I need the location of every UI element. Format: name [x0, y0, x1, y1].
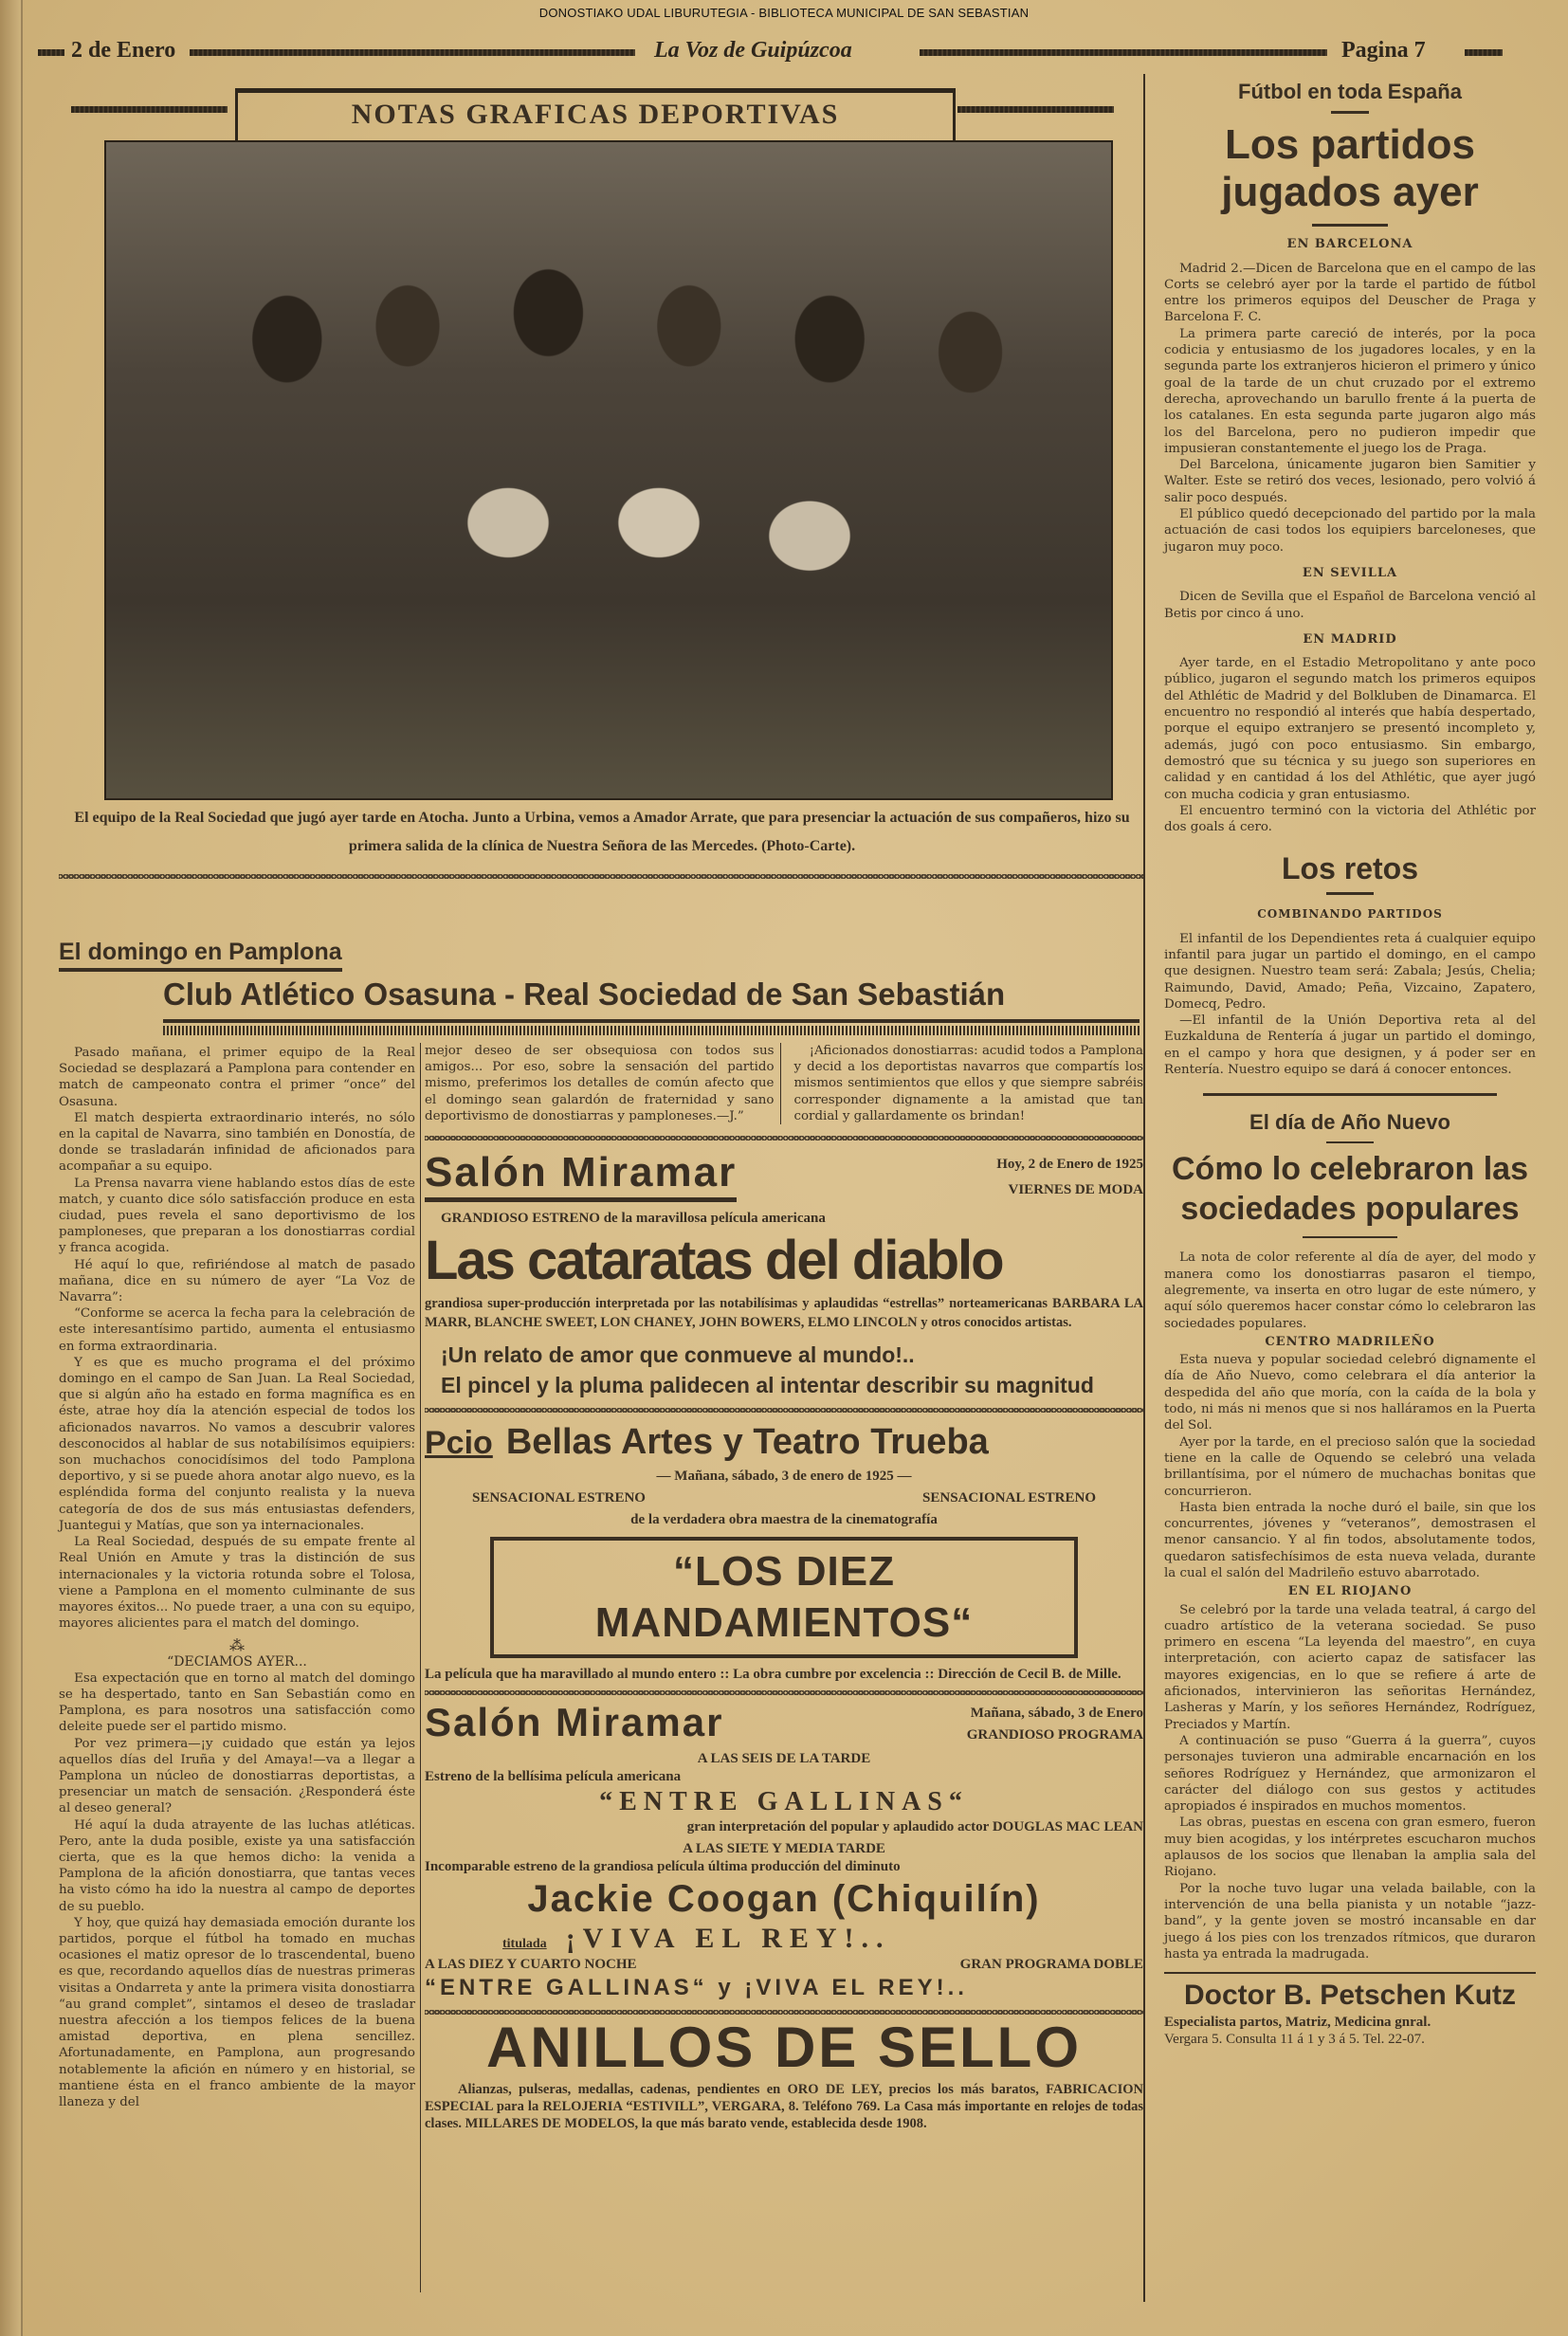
column-rule [1143, 74, 1145, 2302]
subhead: EN MADRID [1303, 631, 1397, 647]
cinema-name: Salón Miramar [425, 1148, 737, 1202]
paragraph: La primera parte careció de interés, por la poca codicia y entusiasmo de los jugadores locales, y en la segunda parte los extranjeros hicieron el primero y único goal de la tarde de un chut cruzado por el extremo derecha, aprovechando un barullo frente á la puerta de los catalanes. En esta segunda parte jugaron algo más los del Barcelona, pero no pudieron impedir que impusieran constantemente el juego los de Praga. [1164, 326, 1536, 456]
showtime: A LAS DIEZ Y CUARTO NOCHE [425, 1957, 637, 1973]
cinema-name: Salón Miramar [425, 1700, 724, 1745]
ad-tag: VIERNES DE MODA [1008, 1182, 1143, 1198]
cinema-header [425, 1699, 1143, 1746]
doctor-ad-line: Vergara 5. Consulta 11 á 1 y 3 á 5. Tel. 22-07. [1164, 2032, 1425, 2048]
article-column-1 [59, 1045, 415, 2110]
paragraph: mejor deseo de ser obsequiosa con todos sus amigos... Por eso, sobre la sensación del partido mismo, preferimos los detalles de común afecto que el domingo sean galardón de fraternidad y sano deportivismo de donostiarras y pamploneses.—J.” [425, 1044, 775, 1123]
theatre-prefix: Pcio [425, 1425, 493, 1462]
paragraph: Esa expectación que en torno al match del domingo se ha despertado, tanto en San Sebastián como en Pamplona, es para nosotros una satisfacción como deleite puede ser el partido mismo. [59, 1670, 415, 1735]
double-bill: “ENTRE GALLINAS“ y ¡VIVA EL REY!.. [425, 1975, 968, 2001]
paragraph: Ayer tarde, en el Estadio Metropolitano y ante poco público, jugaron el segundo match los primeros equipos del Athlétic de Madrid y del Bolkluben de Dinamarca. El encuentro no respondió al interés que había despertado, porque el equipo extranjero se presentó incompleto y, además, jugó con poco entusiasmo. Sin embargo, demostró que su técnica y su juego son superiores en calidad y en cantidad á los del Athlétic, que ayer jugó con mucha codicia y gran entusiasmo. [1164, 656, 1536, 802]
headline-rule-hatched [163, 1026, 1140, 1035]
paragraph: Hasta bien entrada la noche duró el baile, sin que los concurrentes, jóvenes y “veteranos”, demostrasen el menor cansancio. Y al fin todos, absolutamente todos, quedaron satisfechísimos de esta nueva velada, durante la cual el salón del Madrileño estuvo abarrotado. [1164, 1500, 1536, 1580]
ad-intro: GRANDIOSO ESTRENO de la maravillosa película americana [441, 1211, 826, 1227]
film-title-wrap [425, 1537, 1143, 1658]
ad-date: Hoy, 2 de Enero de 1925 [996, 1157, 1143, 1173]
paragraph: El encuentro terminó con la victoria del Athlétic por dos goals á cero. [1164, 803, 1536, 835]
subhead: EN BARCELONA [1286, 237, 1413, 252]
paragraph: Del Barcelona, únicamente jugaron bien Samitier y Walter. Este se retiró dos veces, lesionado, pero volvió á salir poco después. [1164, 458, 1536, 505]
wavy-divider [425, 1136, 1143, 1141]
headline-rule [163, 1019, 1140, 1023]
cinema-info [967, 1699, 1143, 1744]
film-title: ¡VIVA EL REY!.. [565, 1923, 891, 1955]
paragraph: Se celebró por la tarde una velada teatral, á cargo del cuadro artístico de la veterana sociedad. Se puso primero en escena “La leyenda del maestro”, en cuya interpretación, con acierto capaz de satisfacer las mayores exigencias, en lo que se refiere á arte de aficionados, intervinieron las señoritas Hernández, Lasheras y Marín, y los señores Hernández, Rodríguez, Preciados y Martín. [1164, 1602, 1536, 1732]
paragraph: Esta nueva y popular sociedad celebró dignamente el día de Año Nuevo, como celebrara el día anterior la despedida del año que moría, con la caída de la bola y todo, ni más ni menos que si nos halláramos en la Puerta del Sol. [1164, 1353, 1536, 1433]
ad-tag: SENSACIONAL ESTRENO [472, 1490, 646, 1506]
theatre-name: Bellas Artes y Teatro Trueba [505, 1422, 989, 1463]
article-column-3 [794, 1043, 1144, 1124]
film-star: Jackie Coogan (Chiquilín) [527, 1878, 1041, 1921]
showtime: A LAS SEIS DE LA TARDE [697, 1751, 871, 1767]
section-title: NOTAS GRAFICAS DEPORTIVAS [351, 99, 840, 130]
subhead: EN SEVILLA [1302, 565, 1398, 580]
ad-intro: Estreno de la bellísima película americana [425, 1769, 682, 1785]
cinema-info [996, 1148, 1143, 1199]
article-headline: Club Atlético Osasuna - Real Sociedad de San Sebastián [163, 976, 1006, 1012]
cinema-header [425, 1148, 1143, 1202]
film-description: grandiosa super-producción interpretada por las notabilísimas y aplaudidas “estrellas” norteamericanas BARBARA LA MARR, BLANCHE SWEET, LON CHANEY, JOHN BOWERS, ELMO LINCOLN y otros conocidos artistas. [425, 1296, 1143, 1331]
section-title-box [235, 88, 956, 140]
ad-tag: GRAN PROGRAMA DOBLE [959, 1957, 1143, 1973]
film-title: “ENTRE GALLINAS“ [599, 1787, 969, 1817]
titled-label: titulada [502, 1937, 547, 1952]
wavy-divider [425, 2010, 1143, 2015]
article-kicker: El domingo en Pamplona [59, 939, 342, 972]
ornamental-rule [1203, 1093, 1497, 1096]
short-rule [1303, 1236, 1397, 1238]
masthead: La Voz de Guipúzcoa [654, 38, 852, 63]
team-photo [104, 140, 1113, 800]
ad-tag: GRANDIOSO PROGRAMA [966, 1727, 1143, 1743]
page-number: Pagina 7 [1341, 38, 1426, 63]
header-rule [920, 49, 1327, 56]
wavy-divider [425, 1690, 1143, 1695]
ad-headline: ANILLOS DE SELLO [485, 2016, 1083, 2080]
short-rule [1312, 224, 1388, 227]
short-rule [1331, 111, 1369, 114]
film-title-box [490, 1537, 1078, 1658]
film-slogan: El pincel y la pluma palidecen al intentar describir su magnitud [441, 1373, 1094, 1398]
paragraph: ¡Aficionados donostiarras: acudid todos a Pamplona y decid a los deportistas navarros que compartís los mismos sentimientos que ellos y que siempre sabréis corresponder dignamente a la amistad que tan cordial y gallardamente os brindan! [793, 1044, 1143, 1123]
paragraph: Y es que es mucho programa el del próximo domingo en el campo de San Juan. La Real Sociedad, que si algún año ha estado en forma magnífica es en éste, atrae hoy día la atención especial de todos los aficionados navarros. No vamos a descubrir valores desconocidos al hablar de sus notabilísimos equipiers: son muchachos conocidísimos del todo Pamplona deportivo, y si se puede ahora anotar algo nuevo, es la espléndida forma del conjunto realista y la nueva categoría de dos de sus más entusiastas defenders, Juantegui y Matías, que son ya internacionales. [59, 1355, 415, 1533]
ads-zone [425, 1043, 1143, 2132]
paragraph: La Prensa navarra viene hablando estos días de este match, y cuanto dice sólo satisfacción produce en esta ciudad, pues revela el sano deportivismo de los pamploneses, que preparan a los donostiarras cordial y franca acogida. [59, 1176, 415, 1256]
sports-column [1164, 80, 1536, 2048]
paragraph: Y hoy, que quizá hay demasiada emoción durante los partidos, porque el fútbol ha tomado en muchas ocasiones el matiz opresor de lo trascendental, bueno es que, recordando aquellos días de nuestras primeras visitas a Ondarreta y ante la primera visita donostiarra “au grand complet”, sintamos el deseo de trasladar nuestra afección a los tiempos felices de la buena amistad deportiva, en plena sencillez. Afortunadamente, en Pamplona, aun progresando notablemente la afición en número y en historial, se mantiene ésta en el franco ambiente de la mayor llaneza y del [59, 1915, 415, 2109]
title-rule [957, 106, 1114, 113]
film-title: “LOS DIEZ MANDAMIENTOS“ [594, 1548, 974, 1647]
short-rule [1326, 892, 1374, 895]
header-rule [190, 49, 635, 56]
ad-intro: Incomparable estreno de la grandiosa película última producción del diminuto [425, 1859, 901, 1875]
photo-caption: El equipo de la Real Sociedad que jugó ayer tarde en Atocha. Junto a Urbina, vemos a Amador Arrate, que para presenciar la actuación de sus compañeros, hizo su primera salida de la clínica de Nuestra Señora de las Mercedes. (Photo-Carte). [74, 810, 1130, 854]
paragraph: Madrid 2.—Dicen de Barcelona que en el campo de las Corts se celebró ayer por la tarde el partido de fútbol entre los primeros equipos del Deuscher de Praga y Barcelona F. C. [1164, 261, 1536, 325]
film-description: La película que ha maravillado al mundo entero :: La obra cumbre por excelencia :: Dirección de Cecil B. de Mille. [425, 1667, 1121, 1683]
film-title: Las cataratas del diablo [425, 1230, 1003, 1292]
section-headline: Cómo lo celebraron las sociedades populares [1172, 1151, 1528, 1228]
ad-rule [1164, 1972, 1536, 1974]
film-description: gran interpretación del popular y aplaudido actor DOUGLAS MAC LEAN [686, 1819, 1143, 1835]
subhead: EN EL RIOJANO [1287, 1584, 1413, 1599]
showtime: A LAS SIETE Y MEDIA TARDE [683, 1841, 885, 1857]
ad-intro: de la verdadera obra maestra de la cinematografía [630, 1512, 938, 1528]
short-rule [1326, 1141, 1374, 1143]
library-watermark: DONOSTIAKO UDAL LIBURUTEGIA - BIBLIOTECA MUNICIPAL DE SAN SEBASTIAN [538, 6, 1030, 20]
paragraph: La nota de color referente al día de ayer, del modo y manera como los donostiarras pasaron el tiempo, alegremente, va inserta en otro lugar de este número, y aquí sólo queremos hacer constar cómo lo celebraron las sociedades populares. [1164, 1250, 1536, 1331]
doctor-ad-line: Especialista partos, Matriz, Medicina gnral. [1164, 2015, 1431, 2031]
header-date: 2 de Enero [71, 38, 176, 63]
column-headline: Los partidos jugados ayer [1221, 121, 1479, 216]
paragraph: El infantil de los Dependientes reta á cualquier equipo infantil para jugar un partido el domingo, en el campo que designen. Nuestro team será: Zabala; Jesús, Chelia; Raimundo, David, Amado; Peña, Vizcaino, Zapatero, Domecq, Pedro. [1164, 931, 1536, 1012]
paragraph: Las obras, puestas en escena con gran esmero, fueron muy bien acogidas, y los intérpretes escucharon muchos aplausos de los socios que llenaban la amplia sala del Riojano. [1164, 1816, 1536, 1880]
ad-tags [425, 1489, 1143, 1507]
ad-date: Mañana, sábado, 3 de Enero [970, 1706, 1143, 1722]
paragraph: Hé aquí lo que, refiriéndose al match de pasado mañana, dice en su número de ayer “La Voz de Navarra”: [59, 1257, 415, 1305]
paragraph: Dicen de Sevilla que el Español de Barcelona venció al Betis por cinco á uno. [1164, 590, 1536, 621]
subhead: COMBINANDO PARTIDOS [1257, 907, 1443, 922]
ad-date: — Mañana, sábado, 3 de enero de 1925 — [656, 1469, 912, 1485]
showtime-row [425, 1956, 1143, 1974]
section-kicker: El día de Año Nuevo [1249, 1110, 1450, 1135]
page-fold [21, 0, 23, 2336]
ad-text: Alianzas, pulseras, medallas, cadenas, pendientes en ORO DE LEY, precios los más baratos, FABRICACION ESPECIAL para la RELOJERIA “ESTIVILL”, VERGARA, 8. Teléfono 769. La Casa más importante en relojes de todas clases. MILLARES DE MODELOS, la que más barato vende, establecida desde 1908. [425, 2082, 1143, 2132]
column-kicker: Fútbol en toda España [1238, 80, 1462, 103]
subhead: CENTRO MADRILEÑO [1265, 1334, 1435, 1349]
wavy-divider [59, 874, 1144, 879]
paragraph: Ayer por la tarde, en el precioso salón que la sociedad tiene en la calle de Oquendo se celebró una velada brillantísima, por el número de muchachas bonitas que concurrieron. [1164, 1434, 1536, 1499]
page-edge [0, 0, 21, 2336]
paragraph: Hé aquí la duda atrayente de las luchas atléticas. Pero, ante la duda posible, existe ya una satisfacción cierta, que es la que hemos dicho: la venida a Pamplona de la afición donostiarra, que tantas veces ha visto cómo ha ido la nuestra al campo de deportes de su pueblo. [59, 1817, 415, 1914]
doctor-ad-name: Doctor B. Petschen Kutz [1183, 1980, 1517, 2012]
paragraph: —El infantil de la Unión Deportiva reta al del Euzkalduna de Rentería á jugar un partido el domingo, en el campo y hora que designen, y á poder ser en Rentería. Nuestro equipo se dará á conocer entonces. [1164, 1013, 1536, 1078]
subhead: “DECIAMOS AYER... [167, 1653, 307, 1670]
article-column-2 [425, 1043, 781, 1124]
paragraph: Pasado mañana, el primer equipo de la Real Sociedad se desplazará a Pamplona para contender en match de campeonato contra el primer “once” del Osasuna. [59, 1046, 415, 1109]
ad-tag: SENSACIONAL ESTRENO [922, 1490, 1096, 1506]
film-title-row [425, 1922, 1143, 1956]
paragraph: Por la noche tuvo lugar una velada bailable, con la intervención de una bella pianista y un notable “jazz-band”, y la gente joven se mostró incansable en dar juego á los pies con los trenzados rítmicos, que duraron hasta ya entrada la madrugada. [1164, 1881, 1536, 1962]
article-tail-row [425, 1043, 1143, 1124]
section-headline: Los retos [1281, 851, 1419, 886]
ornament: ⁂ [229, 1636, 245, 1655]
header-rule [1465, 49, 1503, 56]
wavy-divider [425, 1408, 1143, 1413]
paragraph: “Conforme se acerca la fecha para la celebración de este interesantísimo partido, aumenta el entusiasmo en forma extraordinaria. [59, 1306, 415, 1354]
film-slogan: ¡Un relato de amor que conmueve al mundo!.. [441, 1342, 915, 1368]
theatre-header [425, 1420, 1143, 1464]
column-rule [420, 1043, 421, 2292]
paragraph: El público quedó decepcionado del partido por la mala actuación de casi todos los equipiers barceloneses, que jugaron muy poco. [1164, 507, 1536, 555]
paragraph: El match despierta extraordinario interés, no sólo en la capital de Navarra, sino también en Donostía, de donde se trasladarán infinidad de aficionados para acompañar a su equipo. [59, 1110, 415, 1175]
title-rule [71, 106, 228, 113]
paragraph: La Real Sociedad, después de su empate frente al Real Unión en Amute y tras la distinción de sus internacionales y la victoria rotunda sobre el Tolosa, viene a Pamplona en el momento culminante de sus mayores éxitos... No puede traer, a una con su equipo, mayores alicientes para el match del domingo. [59, 1535, 415, 1632]
header-rule [38, 49, 64, 56]
paragraph: Por vez primera—¡y cuidado que están ya lejos aquellos días del Iruña y del Amaya!—va a llegar a Pamplona un núcleo de donostiarras deportistas, a presenciar un match de sensación. ¿Responderá éste al deseo general? [59, 1736, 415, 1816]
paragraph: A continuación se puso “Guerra á la guerra”, cuyos personajes tuvieron una admirable encarnación en los señores Rodríguez y Hernández, que armonizaron el carácter del diálogo con sus gestos y actitudes apropiados é inspirados en muchos momentos. [1164, 1733, 1536, 1815]
